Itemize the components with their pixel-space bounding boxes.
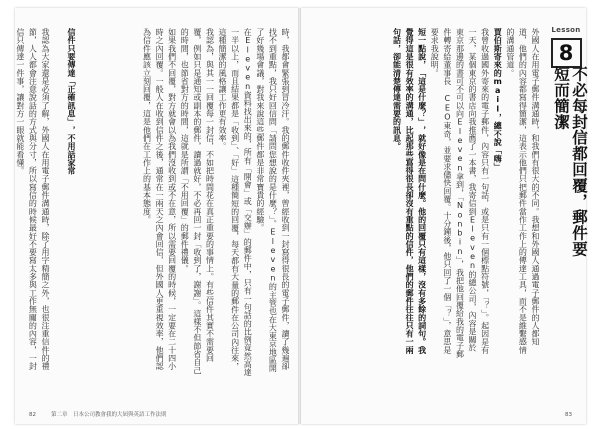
left-section-column	[53, 28, 77, 378]
paragraph: 我曾收過國外寄來的電子郵件，內容只有一句話，或是只有一個標點符號，「？」。起因是有一天，某個東京的書店向我推薦了一本書，我寄信到Eleven的總公司，內容是關於東京那邊的書可不可以向Eleven拿到，「Nonbin」，我把他回覆給我的電子郵件轉寄給董事長 CEO東奇，並要求儘快回覆。十分鐘後，他只回了一個「？」，意思是要求我說明。	[430, 28, 490, 358]
paragraph: 我認為大家還是必須了解，外國人在用電子郵件溝通時，除了用字精簡之外，也很注重信件的禮節，人人都會注意說話的方式與分寸，所以寫信的時候最好不要寫太多與工作無關的內容，一封信只傳達一件事，讓對方一眼就能看懂。	[15, 28, 50, 371]
left-last-column	[15, 28, 51, 378]
running-head: 第二章 日本公司教會我的大屆與英語工作法則	[51, 412, 167, 418]
intro-paragraph: 外國人在用電子郵件溝通時，和我們有很大的不同。我想和外國人通過電子郵件的人都知道，他們的內容都寫得簡潔，這表示他們只把郵件當作工作上的傳達工具，而不是維繫感情的溝通管道。	[505, 28, 540, 354]
section-heading: 賈伯斯寄來的mail，總不說「嗨」	[493, 28, 503, 171]
lesson-label: Lesson	[551, 26, 581, 34]
paragraph: 時，我都會緊張到冒冷汗。我的郵件收件夾裡，曾經收到一封寫得很長的電子郵件，讀了幾遍卻找不到重點，我只好回信問「請問您想說的是什麼？」。Eleven的主管也在大東京地區開了好幾場會議，對我來說這些郵件都是非常寶貴的經驗。	[255, 28, 290, 373]
page-number: 83	[565, 412, 572, 418]
paragraph: 短一點說，「這是什麼？」，就好像是在問什麼。他的回覆只有這樣，沒有多餘的詞句。我覺得這是很有效率的溝通，比起那些寫得很長卻沒有重點的信件，他們的郵件往往只有一兩句話，卻能清楚傳達需要的訊息。	[392, 28, 427, 354]
right-body-text	[311, 28, 541, 358]
paragraph: 我認為，與其一一回覆每一封信，不如把時間花在真正重要的事情上。有些信件其實不需要回覆，例如只是通知或副本的郵件，讀過就好，不必再回一封「收到了，謝謝」。這樣不但節省自己的時間，也節省對方的時間，這就是所謂「不用回覆」的郵件禮儀。	[180, 28, 215, 375]
right-page	[301, 8, 586, 424]
lesson-number: 8	[551, 38, 582, 68]
section-heading: 信件只要傳達「正確訊息」，不用話家常	[67, 28, 76, 175]
left-page	[15, 8, 299, 424]
left-body-text	[79, 28, 291, 378]
chapter-title: 不必每封信都回覆，郵件要短而簡潔	[552, 66, 588, 257]
page-number: 82	[29, 412, 36, 418]
paragraph: 在Eleven資料找出來的，所有「開會」或「交辦」的郵件中，只有一句話的比例竟然高達一半以上，而且結果都是「收到」、「好」這種簡短的回覆，每天都有大量的郵件在公司內往來，這種簡潔的風格讓工作更有效率。	[218, 28, 253, 377]
paragraph: 如果我們不回覆，對方就會以為我們沒收到或不在意，所以需要回覆的時候，一定要在二十四小時之內回覆。一般人在收到信件之後，通常在一兩天之內會回信，但外國人更重視效率，他們認為信件應該立刻回覆，這是他們在工作上的基本態度。	[142, 28, 177, 371]
lesson-marker	[549, 26, 583, 68]
